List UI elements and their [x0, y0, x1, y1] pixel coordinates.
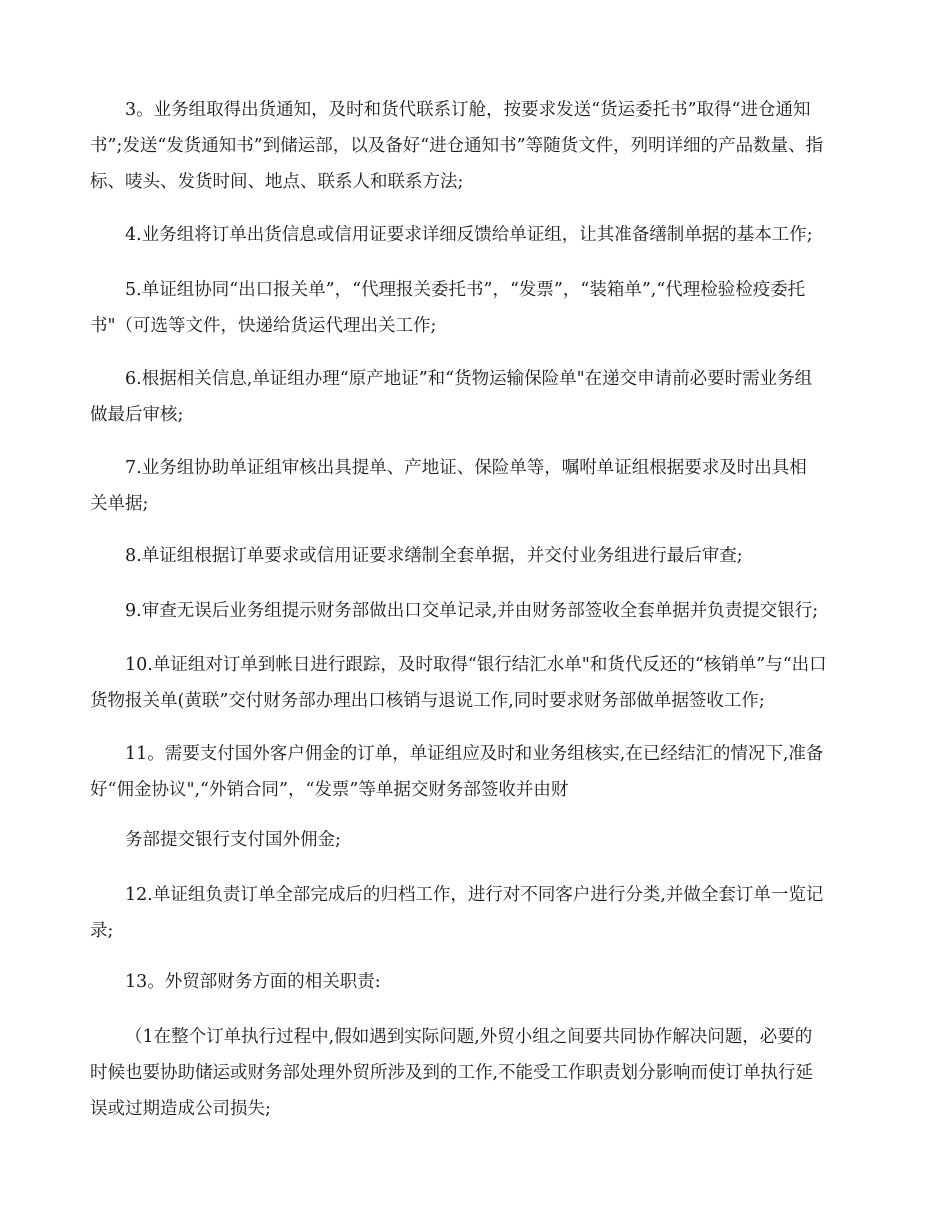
paragraph-line: 10.单证组对订单到帐日进行跟踪，及时取得“银行结汇水单"和货代反还的“核销单”与“出口	[125, 655, 827, 675]
paragraph-line: 5.单证组协同“出口报关单”，“代理报关委托书”，“发票”，“装箱单”,“代理检验检疫委托	[125, 280, 806, 300]
paragraph-line: 录;	[90, 921, 114, 941]
paragraph-line: 务部提交银行支付国外佣金;	[125, 830, 341, 850]
paragraph-line: 好“佣金协议",“外销合同”，“发票”等单据交财务部签收并由财	[90, 780, 569, 800]
paragraph-line: 11。需要支付国外客户佣金的订单，单证组应及时和业务组核实,在已经结汇的情况下,准备	[125, 744, 824, 764]
paragraph-line: 关单据;	[90, 494, 149, 514]
paragraph-line: 货物报关单(黄联”交付财务部办理出口核销与退说工作,同时要求财务部做单据签收工作;	[90, 691, 765, 711]
paragraph-line: 6.根据相关信息,单证组办理“原产地证”和“货物运输保险单"在递交申请前必要时需业务组	[125, 369, 813, 389]
paragraph-line: 书”;发送“发货通知书”到储运部，以及备好“进仓通知书”等随货文件，列明详细的产品数量、指	[90, 136, 824, 156]
paragraph-line: 13。外贸部财务方面的相关职责:	[125, 972, 381, 992]
paragraph-line: 3。业务组取得出货通知，及时和货代联系订舱，按要求发送“货运委托书”取得“进仓通知	[125, 100, 811, 120]
paragraph-line: 书"（可选等文件，快递给货运代理出关工作;	[90, 316, 437, 336]
paragraph-line: （1在整个订单执行过程中,假如遇到实际问题,外贸小组之间要共同协作解决问题，必要的	[125, 1027, 813, 1047]
paragraph-line: 时候也要协助储运或财务部处理外贸所涉及到的工作,不能受工作职责划分影响而使订单执行延	[90, 1063, 814, 1083]
paragraph-line: 4.业务组将订单出货信息或信用证要求详细反馈给单证组，让其准备缮制单据的基本工作;	[125, 225, 813, 245]
paragraph-line: 9.审查无误后业务组提示财务部做出口交单记录,并由财务部签收全套单据并负责提交银行;	[125, 601, 819, 621]
paragraph-line: 误或过期造成公司损失;	[90, 1099, 271, 1119]
paragraph-line: 7.业务组协助单证组审核出具提单、产地证、保险单等，嘱咐单证组根据要求及时出具相	[125, 458, 807, 478]
paragraph-line: 标、唛头、发货时间、地点、联系人和联系方法;	[90, 172, 464, 192]
paragraph-line: 做最后审核;	[90, 405, 184, 425]
paragraph-line: 12.单证组负责订单全部完成后的归档工作，进行对不同客户进行分类,并做全套订单一览记	[125, 885, 824, 905]
paragraph-line: 8.单证组根据订单要求或信用证要求缮制全套单据，并交付业务组进行最后审查;	[125, 546, 743, 566]
